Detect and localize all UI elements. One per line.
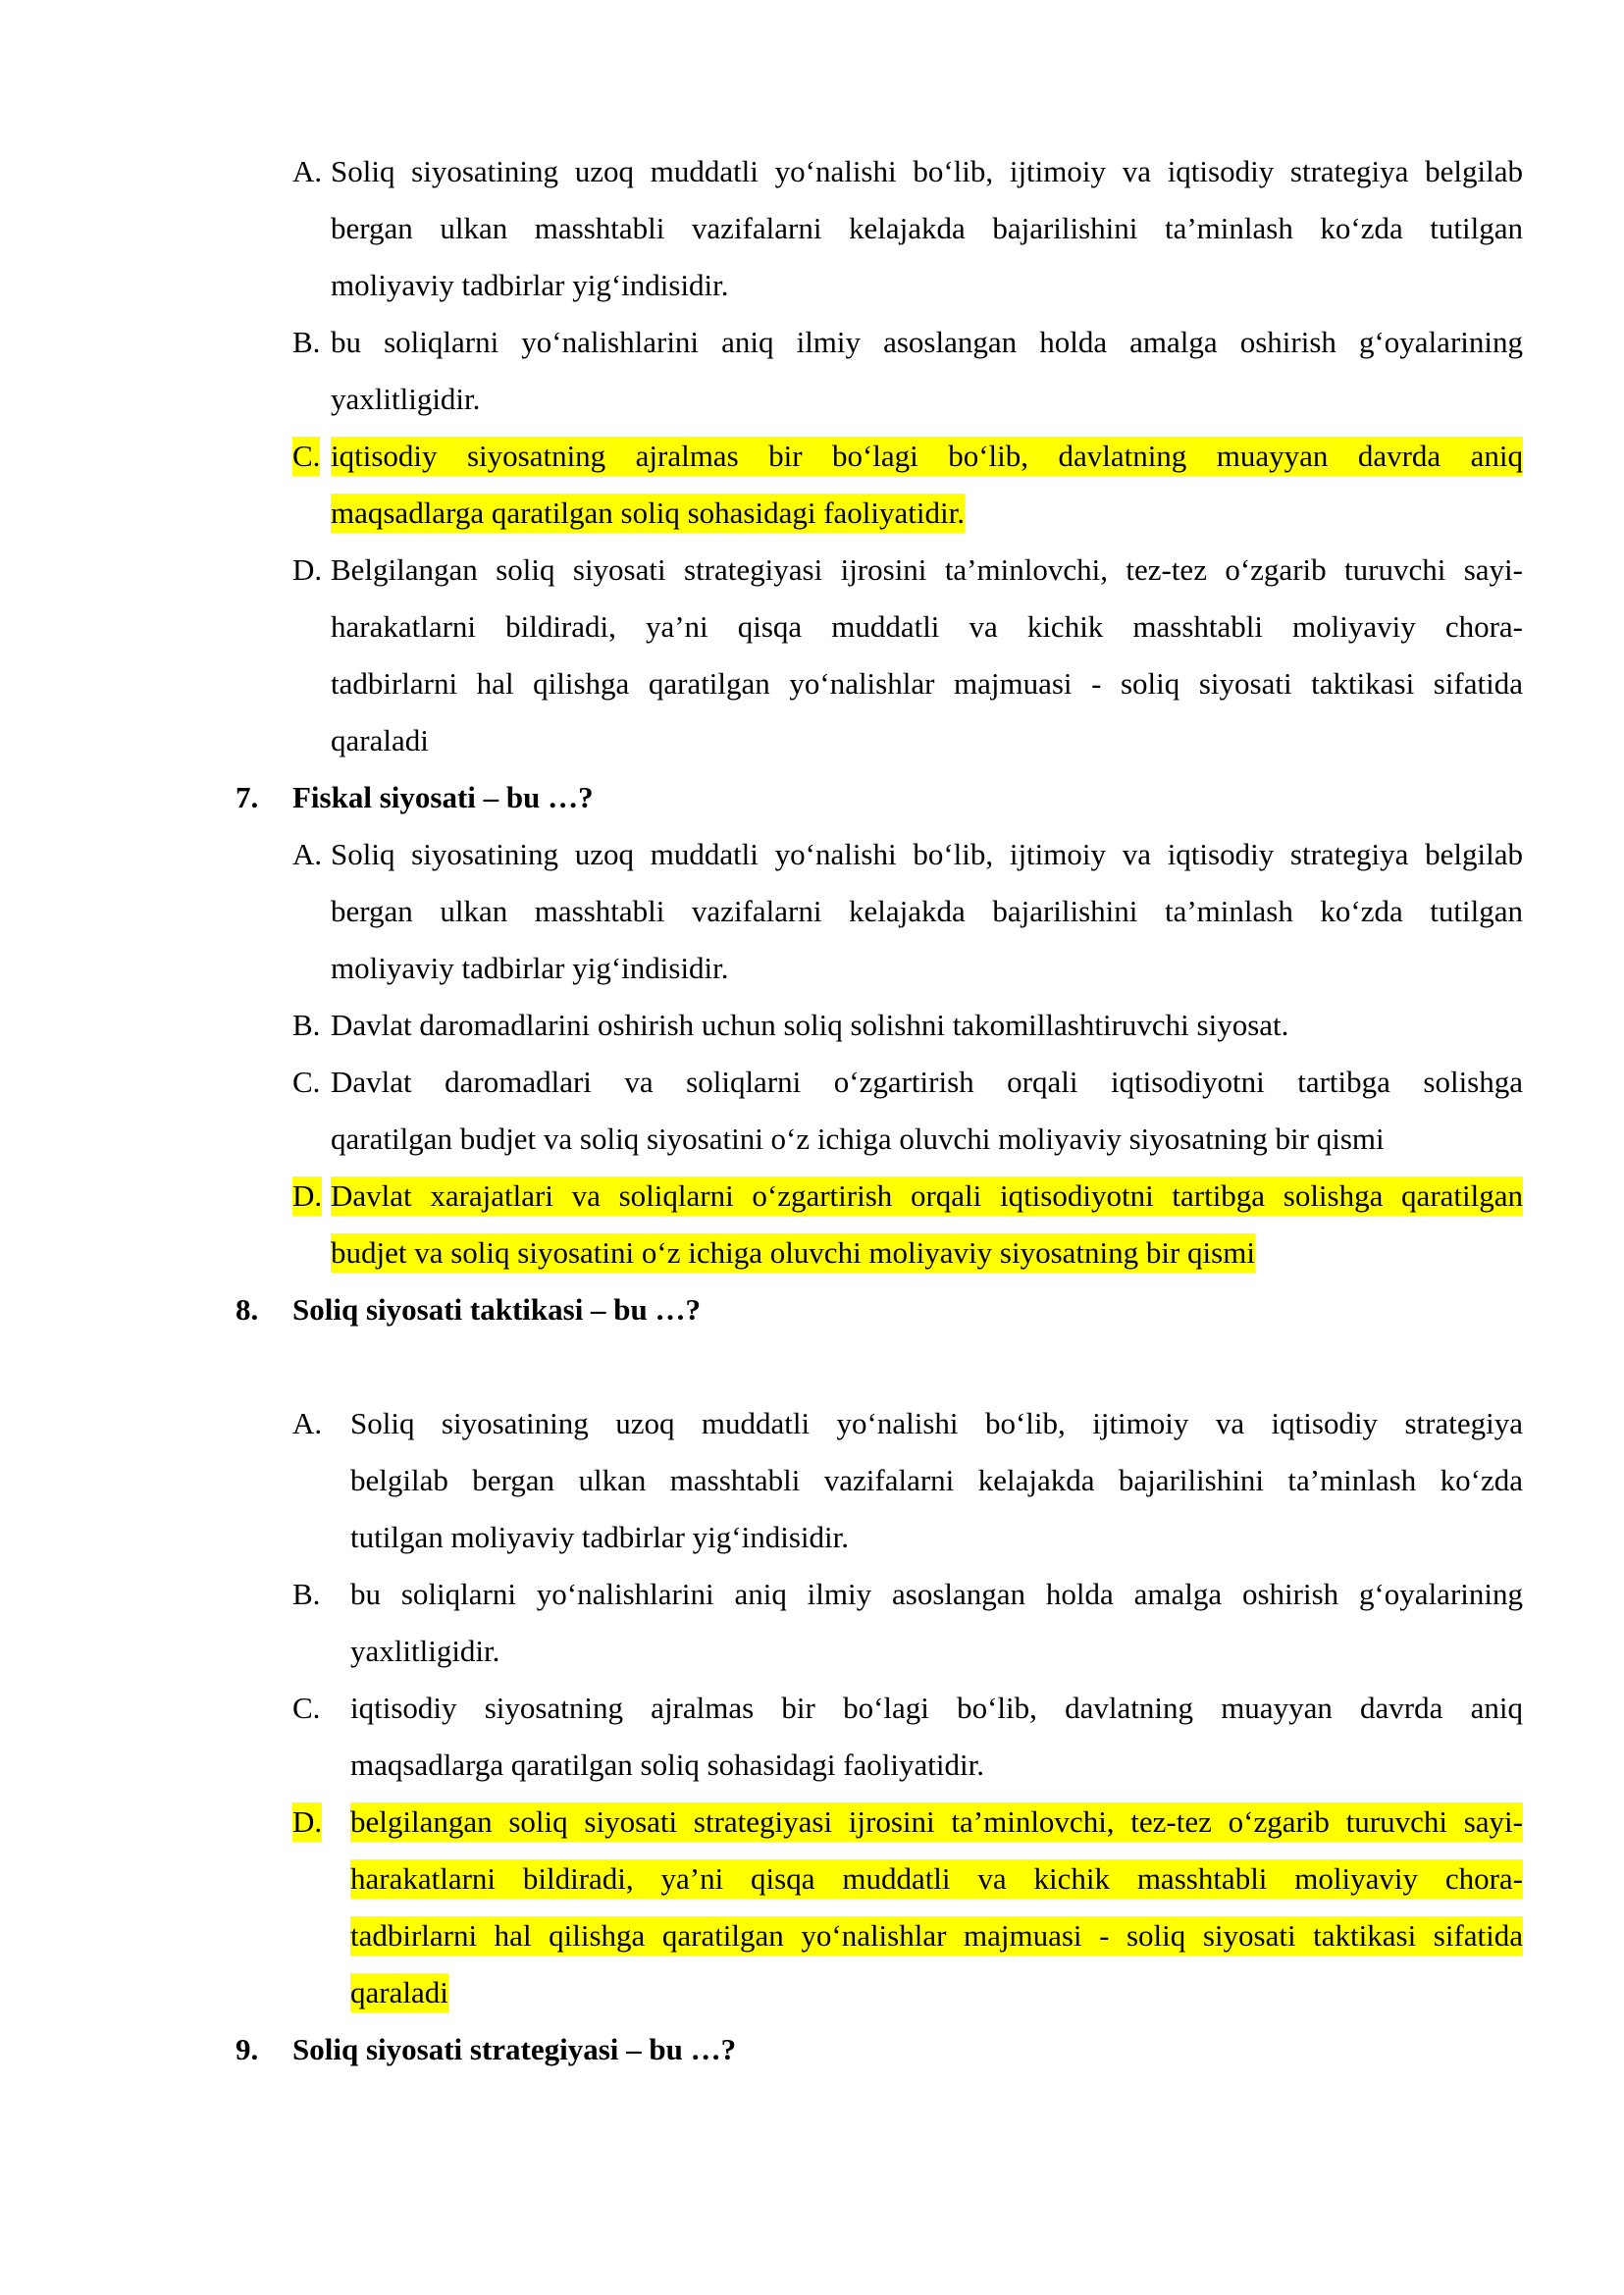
option-letter: D.	[292, 552, 323, 587]
option-letter: A.	[292, 837, 323, 871]
option-text-line: Soliq siyosatining uzoq muddatli yo‘nalishi bo‘lib, ijtimoiy va iqtisodiy strategiya belgilab	[331, 837, 1523, 871]
option-text-line: tadbirlarni hal qilishga qaratilgan yo‘nalishlar majmuasi - soliq siyosati taktikasi sifatida	[350, 1916, 1523, 1956]
option-text-line: qaraladi	[350, 1973, 448, 2012]
option-letter: C.	[292, 437, 320, 476]
option-text-line: yaxlitligidir.	[350, 1634, 500, 1668]
option-letter: D.	[292, 1802, 322, 1842]
option-text-line: bu soliqlarni yo‘nalishlarini aniq ilmiy asoslangan holda amalga oshirish g‘oyalarining	[331, 325, 1523, 359]
option-text-line: Davlat daromadlarini oshirish uchun soliq solishni takomillashtiruvchi siyosat.	[331, 1008, 1289, 1042]
option-letter: A.	[292, 154, 323, 188]
option-letter: C.	[292, 1065, 321, 1099]
option-text-line: qaratilgan budjet va soliq siyosatini o‘z ichiga oluvchi moliyaviy siyosatning bir qismi	[331, 1121, 1385, 1156]
option-text-line: moliyaviy tadbirlar yig‘indisidir.	[331, 951, 729, 985]
option-letter: D.	[292, 1176, 322, 1216]
option-text-line: harakatlarni bildiradi, ya’ni qisqa muddatli va kichik masshtabli moliyaviy chora-	[350, 1859, 1523, 1899]
option-text-line: qaraladi	[331, 723, 429, 757]
option-text-line: belgilangan soliq siyosati strategiyasi ijrosini ta’minlovchi, tez-tez o‘zgarib turuvchi sayi-	[350, 1802, 1523, 1842]
option-letter: B.	[292, 1577, 321, 1611]
question-number: 9.	[236, 2032, 259, 2066]
question-number: 8.	[236, 1292, 259, 1327]
option-text-line: Soliq siyosatining uzoq muddatli yo‘nalishi bo‘lib, ijtimoiy va iqtisodiy strategiya	[350, 1406, 1523, 1440]
option-text-line: Davlat xarajatlari va soliqlarni o‘zgartirish orqali iqtisodiyotni tartibga solishga qaratilgan	[331, 1176, 1523, 1216]
option-text-line: maqsadlarga qaratilgan soliq sohasidagi faoliyatidir.	[350, 1747, 984, 1782]
option-text-line: Soliq siyosatining uzoq muddatli yo‘nalishi bo‘lib, ijtimoiy va iqtisodiy strategiya belgilab	[331, 154, 1523, 188]
option-text-line: iqtisodiy siyosatning ajralmas bir bo‘lagi bo‘lib, davlatning muayyan davrda aniq	[331, 437, 1523, 476]
option-text-line: Belgilangan soliq siyosati strategiyasi ijrosini ta’minlovchi, tez-tez o‘zgarib turuvchi sayi-	[331, 552, 1523, 587]
question-text: Fiskal siyosati – bu …?	[292, 780, 594, 814]
option-text-line: maqsadlarga qaratilgan soliq sohasidagi faoliyatidir.	[331, 494, 965, 533]
option-text-line: yaxlitligidir.	[331, 382, 481, 416]
option-text-line: tutilgan moliyaviy tadbirlar yig‘indisidir.	[350, 1520, 849, 1554]
option-text-line: Davlat daromadlari va soliqlarni o‘zgartirish orqali iqtisodiyotni tartibga solishga	[331, 1065, 1523, 1099]
option-text-line: bergan ulkan masshtabli vazifalarni kelajakda bajarilishini ta’minlash ko‘zda tutilgan	[331, 211, 1523, 245]
option-text-line: budjet va soliq siyosatini o‘z ichiga oluvchi moliyaviy siyosatning bir qismi	[331, 1233, 1255, 1273]
option-letter: B.	[292, 1008, 321, 1042]
option-text-line: bergan ulkan masshtabli vazifalarni kelajakda bajarilishini ta’minlash ko‘zda tutilgan	[331, 894, 1523, 928]
option-letter: C.	[292, 1691, 321, 1725]
option-text-line: tadbirlarni hal qilishga qaratilgan yo‘nalishlar majmuasi - soliq siyosati taktikasi sifatida	[331, 666, 1523, 701]
option-text-line: moliyaviy tadbirlar yig‘indisidir.	[331, 268, 729, 302]
question-text: Soliq siyosati strategiyasi – bu …?	[292, 2032, 737, 2066]
option-letter: B.	[292, 325, 321, 359]
option-text-line: belgilab bergan ulkan masshtabli vazifalarni kelajakda bajarilishini ta’minlash ko‘zda	[350, 1463, 1523, 1497]
question-text: Soliq siyosati taktikasi – bu …?	[292, 1292, 702, 1327]
option-text-line: bu soliqlarni yo‘nalishlarini aniq ilmiy asoslangan holda amalga oshirish g‘oyalarining	[350, 1577, 1523, 1611]
question-number: 7.	[236, 780, 259, 814]
option-text-line: harakatlarni bildiradi, ya’ni qisqa muddatli va kichik masshtabli moliyaviy chora-	[331, 609, 1523, 644]
option-letter: A.	[292, 1406, 323, 1440]
option-text-line: iqtisodiy siyosatning ajralmas bir bo‘lagi bo‘lib, davlatning muayyan davrda aniq	[350, 1691, 1523, 1725]
